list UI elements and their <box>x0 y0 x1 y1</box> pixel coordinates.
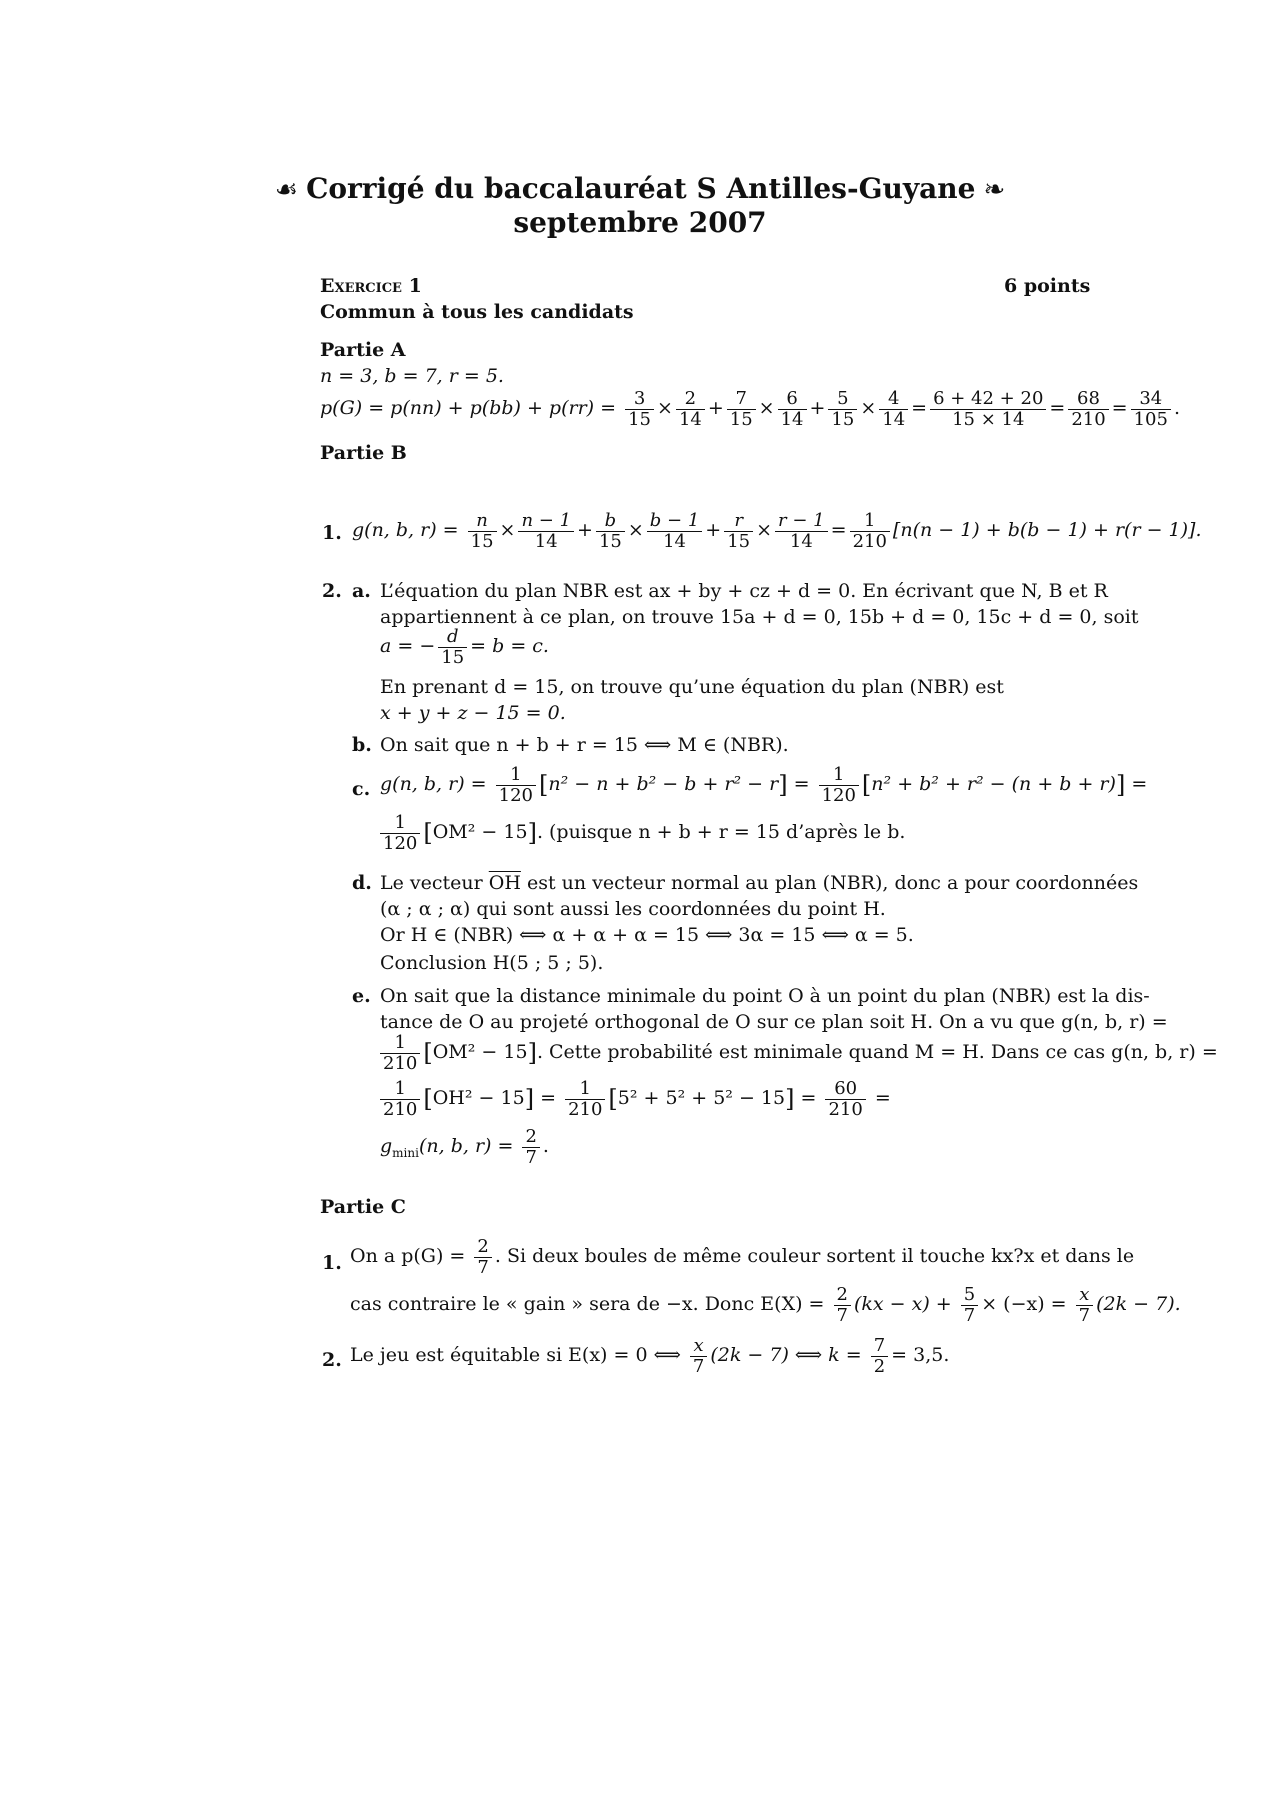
part-a-title: Partie A <box>320 339 406 361</box>
q2a-line-2: appartiennent à ce plan, on trouve 15a + d = 0, 15b + d = 0, 15c + d = 0, soit <box>380 606 1139 628</box>
part-c-q2-line: Le jeu est équitable si E(x) = 0 ⟺ $\frac{x}{7}$ (2k − 7) ⟺ k = $\frac{7}{2}$ = 3,5. <box>350 1334 950 1377</box>
fraction: $\frac{5}{7}$ <box>961 1285 978 1326</box>
fraction: $\frac{1}{210}$ <box>380 1079 420 1120</box>
fraction: $\frac{1}{210}$ <box>380 1033 420 1074</box>
part-a-given: n = 3, b = 7, r = 5. <box>320 365 504 387</box>
q2b-line: On sait que n + b + r = 15 ⟺ M ∈ (NBR). <box>380 734 789 756</box>
q2a-line-5: x + y + z − 15 = 0. <box>380 702 566 724</box>
q2c-line-1: g(n, b, r) = $\frac{1}{120}$ [n² − n + b² − b + r² − r] = $\frac{1}{120}$ [n² + b² + r² − (n + b + r)] = <box>380 763 1148 806</box>
exercise-subtitle: Commun à tous les candidats <box>320 301 634 323</box>
fraction: $\frac{7}{2}$ <box>871 1336 888 1377</box>
q2a-line-1: L’équation du plan NBR est ax + by + cz + d = 0. En écrivant que N, B et R <box>380 580 1108 602</box>
question-number: 2. <box>322 580 342 602</box>
exercise-points: 6 points <box>1004 275 1091 297</box>
fraction: $\frac{6}{14}$ <box>778 389 807 430</box>
part-a-probability: p(G) = p(nn) + p(bb) + p(rr) = $\frac{3}{15}$ × $\frac{2}{14}$ + $\frac{7}{15}$ × $\frac{6}{14}$ + $\frac{5}{15}$ × $\frac{4}{14}$ = $\frac{6 + 42 + 20}{15 \times 14}$ = $\frac{68}{210}$ = $\frac{34}{105}$ . <box>320 387 1180 430</box>
part-c-q1-line-1: On a p(G) = $\frac{2}{7}$ . Si deux boules de même couleur sortent il touche kx?x et dans le <box>350 1235 1135 1278</box>
q2e-line-3: $\frac{1}{210}$ [OM² − 15]. Cette probabilité est minimale quand M = H. Dans ce cas g(n, b, r) = <box>380 1032 1218 1074</box>
ornament-left-icon: ☙ <box>274 175 299 205</box>
question-number: 1. <box>322 522 342 544</box>
part-b-title: Partie B <box>320 442 407 464</box>
document-subtitle: septembre 2007 <box>513 206 767 239</box>
fraction: $\frac{5}{15}$ <box>828 389 857 430</box>
q2a-line-3: a = − $\frac{d}{15}$ = b = c. <box>380 625 549 668</box>
exercise-label: Exercice 1 <box>320 275 422 297</box>
fraction: $\frac{2}{7}$ <box>474 1237 491 1278</box>
q2d-line-4: Conclusion H(5 ; 5 ; 5). <box>380 952 604 974</box>
part-c-q1-line-2: cas contraire le « gain » sera de −x. Donc E(X) = $\frac{2}{7}$ (kx − x) + $\frac{5}{7}$ × (−x) = $\frac{x}{7}$ (2k − 7). <box>350 1283 1181 1326</box>
fraction: $\frac{n - 1}{14}$ <box>518 511 574 552</box>
fraction: $\frac{x}{7}$ <box>1076 1285 1093 1326</box>
subquestion-label: c. <box>352 778 371 800</box>
fraction: $\frac{68}{210}$ <box>1068 389 1108 430</box>
fraction: $\frac{7}{15}$ <box>727 389 756 430</box>
document-title: Corrigé du baccalauréat S Antilles-Guyane <box>306 172 976 205</box>
fraction: $\frac{1}{120}$ <box>380 813 420 854</box>
q2e-line-2: tance de O au projeté orthogonal de O sur ce plan soit H. On a vu que g(n, b, r) = <box>380 1011 1168 1033</box>
vector-oh: $\overline{OH}$ <box>488 872 521 894</box>
q2e-line-4: $\frac{1}{210}$ [OH² − 15] = $\frac{1}{210}$ [5² + 5² + 5² − 15] = $\frac{60}{210}$ = <box>380 1078 891 1120</box>
fraction: $\frac{1}{210}$ <box>850 511 890 552</box>
q2d-line-2: (α ; α ; α) qui sont aussi les coordonnées du point H. <box>380 898 886 920</box>
fraction: $\frac{60}{210}$ <box>825 1079 865 1120</box>
q2e-line-5: $g_{mini}(n$, b, r) = $\frac{2}{7}$ . <box>380 1125 549 1168</box>
title-line-1 <box>0 172 1280 205</box>
part-c-title: Partie C <box>320 1196 406 1218</box>
fraction: $\frac{b - 1}{14}$ <box>647 511 703 552</box>
fraction: $\frac{4}{14}$ <box>879 389 908 430</box>
q2e-line-1: On sait que la distance minimale du point O à un point du plan (NBR) est la dis- <box>380 985 1150 1007</box>
subquestion-label: d. <box>352 872 372 894</box>
fraction: $\frac{b}{15}$ <box>596 511 625 552</box>
question-number: 2. <box>322 1349 342 1371</box>
q2a-line-4: En prenant d = 15, on trouve qu’une équation du plan (NBR) est <box>380 676 1004 698</box>
fraction: $\frac{2}{7}$ <box>522 1127 539 1168</box>
fraction: $\frac{2}{14}$ <box>676 389 705 430</box>
subquestion-label: e. <box>352 985 371 1007</box>
fraction: $\frac{r - 1}{14}$ <box>775 511 828 552</box>
fraction: $\frac{r}{15}$ <box>724 511 753 552</box>
fraction: $\frac{n}{15}$ <box>468 511 497 552</box>
fraction: $\frac{x}{7}$ <box>690 1336 707 1377</box>
ornament-right-icon: ❧ <box>983 175 1006 205</box>
fraction: $\frac{34}{105}$ <box>1131 389 1171 430</box>
fraction: $\frac{1}{120}$ <box>496 765 536 806</box>
subquestion-label: a. <box>352 580 371 602</box>
q2c-line-2: $\frac{1}{120}$ [OM² − 15]. (puisque n + b + r = 15 d’après le b. <box>380 812 905 854</box>
q2d-line-3: Or H ∈ (NBR) ⟺ α + α + α = 15 ⟺ 3α = 15 ⟺ α = 5. <box>380 924 914 946</box>
fraction: $\frac{2}{7}$ <box>834 1285 851 1326</box>
part-b-q1: g(n, b, r) = $\frac{n}{15}$ × $\frac{n - 1}{14}$ + $\frac{b}{15}$ × $\frac{b - 1}{14}$ + $\frac{r}{15}$ × $\frac{r - 1}{14}$ = $\frac{1}{210}$ [n(n − 1) + b(b − 1) + r(r − 1)]. <box>352 509 1202 552</box>
fraction: $\frac{3}{15}$ <box>625 389 654 430</box>
fraction: $\frac{1}{120}$ <box>819 765 859 806</box>
q2d-line-1: Le vecteur $\overline{OH}$ est un vecteur normal au plan (NBR), donc a pour coordonnées <box>380 872 1139 894</box>
pg-lhs: p(G) = p(nn) + p(bb) + p(rr) = <box>320 397 617 419</box>
fraction: $\frac{6 + 42 + 20}{15 \times 14}$ <box>930 389 1046 430</box>
subquestion-label: b. <box>352 734 372 756</box>
question-number: 1. <box>322 1252 342 1274</box>
fraction: $\frac{1}{210}$ <box>565 1079 605 1120</box>
fraction: $\frac{d}{15}$ <box>438 627 467 668</box>
